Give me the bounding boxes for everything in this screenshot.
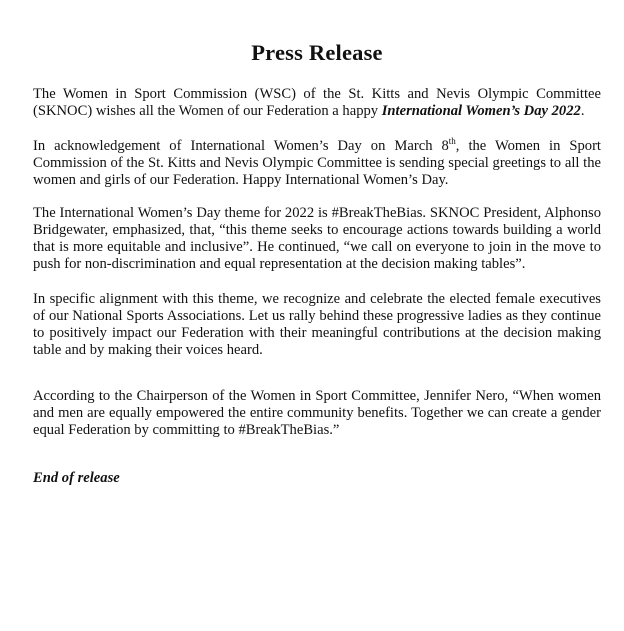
paragraph-greeting-end: .	[580, 103, 585, 119]
paragraph-acknowledgement-start: In acknowledgement of International Women’s Day on March 8	[33, 138, 449, 154]
paragraph-acknowledgement	[33, 138, 601, 189]
end-of-release: End of release	[33, 470, 120, 486]
paragraph-chairperson-quote: According to the Chairperson of the Women in Sport Committee, Jennifer Nero, “When women and men are equally empowered the entire community benefits. Together we can create a gender equal Federation by committing to #BreakTheBias.”	[33, 388, 601, 438]
paragraph-greeting	[33, 86, 601, 120]
paragraph-acknowledgement-end: , the Women in Sport Commission of the St. Kitts and Nevis Olympic Committee is sending special greetings to all the women and girls of our Federation. Happy International Women’s Day.	[33, 138, 601, 188]
paragraph-theme: The International Women’s Day theme for 2022 is #BreakTheBias. SKNOC President, Alphonso Bridgewater, emphasized, that, “this theme seeks to encourage actions towards building a world that is more equitable and inclusive”. He continued, “we call on everyone to join in the move to push for non-discrimination and equal representation at the decision making tables”.	[33, 205, 601, 272]
paragraph-greeting-text: The Women in Sport Commission (WSC) of the St. Kitts and Nevis Olympic Committee (SKNOC) wishes all the Women of our Federation a happy	[33, 86, 601, 119]
event-name-emphasis: International Women’s Day 2022	[381, 103, 581, 119]
ordinal-superscript: th	[448, 136, 456, 147]
paragraph-alignment: In specific alignment with this theme, we recognize and celebrate the elected female executives of our National Sports Associations. Let us rally behind these progressive ladies as they continue to positively impact our Federation with their meaningful contributions at the decision making table and by making their voices heard.	[33, 291, 601, 358]
page-title: Press Release	[251, 40, 383, 65]
